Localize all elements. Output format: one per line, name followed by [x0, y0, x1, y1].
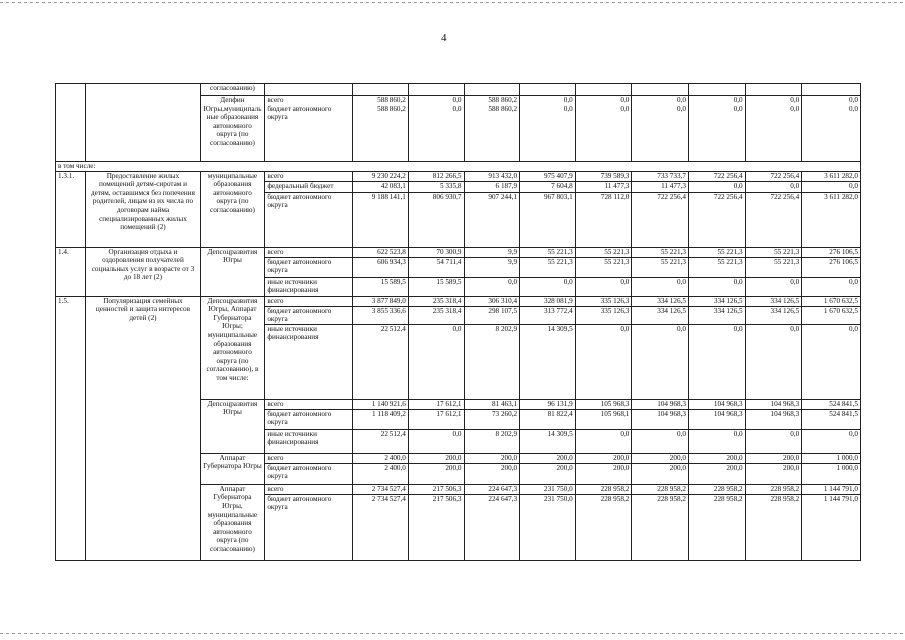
- cell-num: 0,0: [575, 277, 632, 296]
- cell-num: 588 860,2 588 860,2: [464, 96, 520, 162]
- cell-num: 15 589,5: [408, 277, 464, 296]
- cell-num: 55 221,3: [745, 257, 802, 277]
- cell-num: 334 126,5: [632, 306, 689, 324]
- table-row: [56, 171, 861, 181]
- cell-num: 9,9: [464, 257, 520, 277]
- cell-num: 104 968,3: [632, 399, 689, 409]
- table-row: [56, 296, 861, 306]
- cell-src: всего: [265, 399, 353, 409]
- cell-src: [265, 84, 353, 96]
- cell-num: 200,0: [520, 453, 576, 463]
- table-row: [56, 247, 861, 257]
- cell-num: 9 230 224,2: [353, 171, 409, 181]
- cell-num: [464, 84, 520, 96]
- cell-num: 200,0: [464, 453, 520, 463]
- cell-num: 0,0: [464, 277, 520, 296]
- cell-num: 228 958,2: [575, 494, 632, 560]
- cell-num: 298 107,5: [464, 306, 520, 324]
- cell-num: 42 083,1: [353, 181, 409, 192]
- cell-num: 22 512,4: [353, 324, 409, 399]
- cell-num: 0,0: [802, 324, 861, 399]
- cell-num: 200,0: [575, 453, 632, 463]
- cell-src: бюджет автономного округа: [265, 463, 353, 484]
- cell-num: 0,0: [632, 324, 689, 399]
- cell-num: 0,0 0,0: [802, 96, 861, 162]
- cell-num: 9,9: [464, 247, 520, 257]
- cell-num: 7 604,8: [520, 181, 576, 192]
- cell-num: 0,0: [745, 181, 802, 192]
- cell-num: [802, 84, 861, 96]
- cell-num: 3 611 282,0: [802, 192, 861, 247]
- cell-num: 0,0: [745, 277, 802, 296]
- cell-num: 224 647,3: [464, 484, 520, 494]
- cell-num: 0,0: [688, 181, 745, 192]
- cell-num: 55 221,3: [520, 257, 576, 277]
- cell-num: 0,0: [575, 429, 632, 453]
- cell-num: 228 958,2: [745, 494, 802, 560]
- cell-num: 313 772,4: [520, 306, 576, 324]
- cell-src: всего: [265, 453, 353, 463]
- cell-num: 733 733,7: [632, 171, 689, 181]
- page-number: 4: [441, 32, 447, 44]
- cell-num: 975 407,9: [520, 171, 576, 181]
- cell-num: 104 968,3: [688, 399, 745, 409]
- cell-num: 200,0: [408, 453, 464, 463]
- cell-src: всего: [265, 296, 353, 306]
- cell-num: 1 144 791,0: [802, 494, 861, 560]
- cell-num: 0,0 0,0: [408, 96, 464, 162]
- cell-num: 588 860,2 588 860,2: [353, 96, 409, 162]
- cell-num: [408, 84, 464, 96]
- cell-num: 9 188 141,1: [353, 192, 409, 247]
- cell-num: 0,0: [575, 324, 632, 399]
- cell-code: [56, 84, 86, 162]
- cell-num: 55 221,3: [575, 257, 632, 277]
- cell-src: бюджет автономного округа: [265, 306, 353, 324]
- cell-num: 812 266,5: [408, 171, 464, 181]
- cell-src: иные источники финансирования: [265, 429, 353, 453]
- cell-num: 913 432,0: [464, 171, 520, 181]
- cell-num: 200,0: [408, 463, 464, 484]
- cell-num: 200,0: [632, 453, 689, 463]
- table-row: [56, 84, 861, 96]
- cell-num: 722 256,4: [745, 192, 802, 247]
- cell-num: 55 221,3: [688, 247, 745, 257]
- cell-num: 105 968,3: [575, 399, 632, 409]
- cell-num: 0,0 0,0: [632, 96, 689, 162]
- cell-num: 81 463,1: [464, 399, 520, 409]
- cell-num: 0,0: [408, 429, 464, 453]
- cell-num: 0,0: [745, 429, 802, 453]
- cell-num: 200,0: [688, 463, 745, 484]
- cell-num: 55 221,3: [632, 257, 689, 277]
- cell-num: 224 647,3: [464, 494, 520, 560]
- cell-num: [745, 84, 802, 96]
- cell-num: 11 477,3: [632, 181, 689, 192]
- cell-num: [632, 84, 689, 96]
- cell-num: 1 144 791,0: [802, 484, 861, 494]
- cell-num: 200,0: [520, 463, 576, 484]
- cell-num: 55 221,3: [688, 257, 745, 277]
- cell-num: 217 506,3: [408, 494, 464, 560]
- cell-num: 14 309,5: [520, 429, 576, 453]
- cell-num: 231 750,0: [520, 494, 576, 560]
- cell-src: иные источники финансирования: [265, 324, 353, 399]
- cell-num: [575, 84, 632, 96]
- cell-num: 334 126,5: [688, 296, 745, 306]
- cell-num: 328 081,9: [520, 296, 576, 306]
- cell-num: 334 126,5: [688, 306, 745, 324]
- cell-num: 228 958,2: [632, 484, 689, 494]
- cell-num: 0,0 0,0: [575, 96, 632, 162]
- cell-exec: Депсоцразвития Югры: [200, 247, 265, 296]
- cell-num: 907 244,1: [464, 192, 520, 247]
- cell-num: 105 968,1: [575, 409, 632, 429]
- cell-src: бюджет автономного округа: [265, 494, 353, 560]
- cell-num: 217 506,3: [408, 484, 464, 494]
- cell-num: 2 400,0: [353, 463, 409, 484]
- cell-num: 0,0: [802, 277, 861, 296]
- cell-num: 1 000,0: [802, 463, 861, 484]
- cell-num: 722 256,4: [632, 192, 689, 247]
- cell-num: 200,0: [745, 453, 802, 463]
- cell-name: Предоставление жилых помещений детям-сиротам и детям, оставшимся без попечения родителей, лицам из их числа по договорам найма специализированных жилых помещений (2): [86, 171, 200, 247]
- cell-num: 55 221,3: [745, 247, 802, 257]
- cell-code: 1.5.: [56, 296, 86, 560]
- cell-src: всего: [265, 484, 353, 494]
- cell-num: 0,0: [802, 429, 861, 453]
- cell-num: 228 958,2: [632, 494, 689, 560]
- cell-num: 1 118 409,2: [353, 409, 409, 429]
- cell-num: 0,0: [632, 429, 689, 453]
- cell-num: 96 131,9: [520, 399, 576, 409]
- cell-num: 306 310,4: [464, 296, 520, 306]
- cell-name: [86, 84, 200, 162]
- cell-num: 276 106,5: [802, 257, 861, 277]
- cell-num: 334 126,5: [745, 306, 802, 324]
- cell-src: бюджет автономного округа: [265, 192, 353, 247]
- cell-num: 104 968,3: [745, 399, 802, 409]
- cell-num: 335 126,3: [575, 296, 632, 306]
- cell-num: 14 309,5: [520, 324, 576, 399]
- scan-edge-bottom: [0, 633, 905, 634]
- cell-num: [520, 84, 576, 96]
- cell-name: Популяризация семейных ценностей и защита интересов детей (2): [86, 296, 200, 560]
- cell-num: 722 256,4: [745, 171, 802, 181]
- cell-num: 0,0: [745, 324, 802, 399]
- cell-num: 1 670 632,5: [802, 296, 861, 306]
- cell-num: 200,0: [688, 453, 745, 463]
- cell-num: 15 589,5: [353, 277, 409, 296]
- cell-num: 967 803,1: [520, 192, 576, 247]
- cell-num: 73 260,2: [464, 409, 520, 429]
- cell-num: 235 318,4: [408, 306, 464, 324]
- cell-num: 200,0: [464, 463, 520, 484]
- cell-num: 104 968,3: [688, 409, 745, 429]
- cell-name: Организация отдыха и оздоровления получателей социальных услуг в возрасте от 3 до 18 лет (2): [86, 247, 200, 296]
- cell-num: 0,0: [688, 429, 745, 453]
- cell-num: 200,0: [575, 463, 632, 484]
- cell-num: 276 106,5: [802, 247, 861, 257]
- cell-num: 8 202,9: [464, 324, 520, 399]
- cell-exec: Депсоцразвития Югры: [200, 399, 265, 453]
- cell-num: 524 841,5: [802, 409, 861, 429]
- cell-num: 0,0 0,0: [520, 96, 576, 162]
- cell-num: 334 126,5: [632, 296, 689, 306]
- cell-num: 0,0: [632, 277, 689, 296]
- cell-section: в том числе:: [56, 162, 861, 172]
- cell-num: 228 958,2: [745, 484, 802, 494]
- cell-src: всего: [265, 171, 353, 181]
- cell-num: 3 877 849,0: [353, 296, 409, 306]
- cell-exec: Аппарат Губернатора Югры: [200, 453, 265, 484]
- cell-num: 228 958,2: [688, 484, 745, 494]
- cell-num: 2 734 527,4: [353, 484, 409, 494]
- cell-num: 11 477,3: [575, 181, 632, 192]
- cell-num: 70 300,9: [408, 247, 464, 257]
- cell-num: 0,0: [520, 277, 576, 296]
- cell-num: 335 126,3: [575, 306, 632, 324]
- cell-num: 739 589,3: [575, 171, 632, 181]
- cell-num: 81 822,4: [520, 409, 576, 429]
- cell-src: всего: [265, 247, 353, 257]
- cell-code: 1.3.1.: [56, 171, 86, 247]
- cell-num: 722 256,4: [688, 192, 745, 247]
- cell-exec: согласованию): [200, 84, 265, 96]
- cell-exec: Депфин Югры,муниципальные образования автономного округа (по согласованию): [200, 96, 265, 162]
- cell-num: 0,0: [408, 324, 464, 399]
- cell-exec: муниципальные образования автономного округа (по согласованию): [200, 171, 265, 247]
- cell-num: 235 318,4: [408, 296, 464, 306]
- scan-edge-top: [0, 2, 905, 3]
- cell-src: иные источники финансирования: [265, 277, 353, 296]
- cell-num: 1 000,0: [802, 453, 861, 463]
- cell-num: 606 934,3: [353, 257, 409, 277]
- cell-num: 8 202,9: [464, 429, 520, 453]
- cell-src: федеральный бюджет: [265, 181, 353, 192]
- cell-num: 55 221,3: [520, 247, 576, 257]
- cell-num: 0,0 0,0: [745, 96, 802, 162]
- cell-num: 2 400,0: [353, 453, 409, 463]
- cell-num: 55 221,3: [575, 247, 632, 257]
- cell-src: бюджет автономного округа: [265, 257, 353, 277]
- cell-num: 228 958,2: [688, 494, 745, 560]
- cell-num: 622 523,8: [353, 247, 409, 257]
- cell-num: 17 612,1: [408, 409, 464, 429]
- cell-num: 0,0: [688, 324, 745, 399]
- cell-num: 200,0: [745, 463, 802, 484]
- cell-num: 228 958,2: [575, 484, 632, 494]
- cell-num: 0,0: [688, 277, 745, 296]
- cell-num: 6 187,9: [464, 181, 520, 192]
- cell-num: 2 734 527,4: [353, 494, 409, 560]
- cell-num: 3 611 282,0: [802, 171, 861, 181]
- cell-num: [353, 84, 409, 96]
- cell-num: 806 930,7: [408, 192, 464, 247]
- cell-exec: Депсоцразвития Югры, Аппарат Губернатора Югры; муниципальные образования автономного округа (по согласованию), в том числе:: [200, 296, 265, 399]
- cell-num: 54 711,4: [408, 257, 464, 277]
- cell-num: 200,0: [632, 463, 689, 484]
- cell-num: 728 112,0: [575, 192, 632, 247]
- cell-num: 1 670 632,5: [802, 306, 861, 324]
- cell-src: всего бюджет автономного округа: [265, 96, 353, 162]
- table-body: [56, 84, 861, 561]
- cell-num: 104 968,3: [632, 409, 689, 429]
- cell-num: 1 140 921,6: [353, 399, 409, 409]
- table-row: [56, 162, 861, 172]
- cell-num: [688, 84, 745, 96]
- cell-num: 524 841,5: [802, 399, 861, 409]
- cell-num: 0,0 0,0: [688, 96, 745, 162]
- cell-num: 231 750,0: [520, 484, 576, 494]
- cell-num: 17 612,1: [408, 399, 464, 409]
- cell-exec: Аппарат Губернатора Югры, муниципальные образования автономного округа (по согласованию): [200, 484, 265, 560]
- budget-table: [55, 83, 861, 561]
- cell-src: бюджет автономного округа: [265, 409, 353, 429]
- cell-num: 55 221,3: [632, 247, 689, 257]
- cell-code: 1.4.: [56, 247, 86, 296]
- cell-num: 104 968,3: [745, 409, 802, 429]
- cell-num: 0,0: [802, 181, 861, 192]
- cell-num: 334 126,5: [745, 296, 802, 306]
- cell-num: 3 855 336,6: [353, 306, 409, 324]
- cell-num: 22 512,4: [353, 429, 409, 453]
- cell-num: 722 256,4: [688, 171, 745, 181]
- cell-num: 5 335,8: [408, 181, 464, 192]
